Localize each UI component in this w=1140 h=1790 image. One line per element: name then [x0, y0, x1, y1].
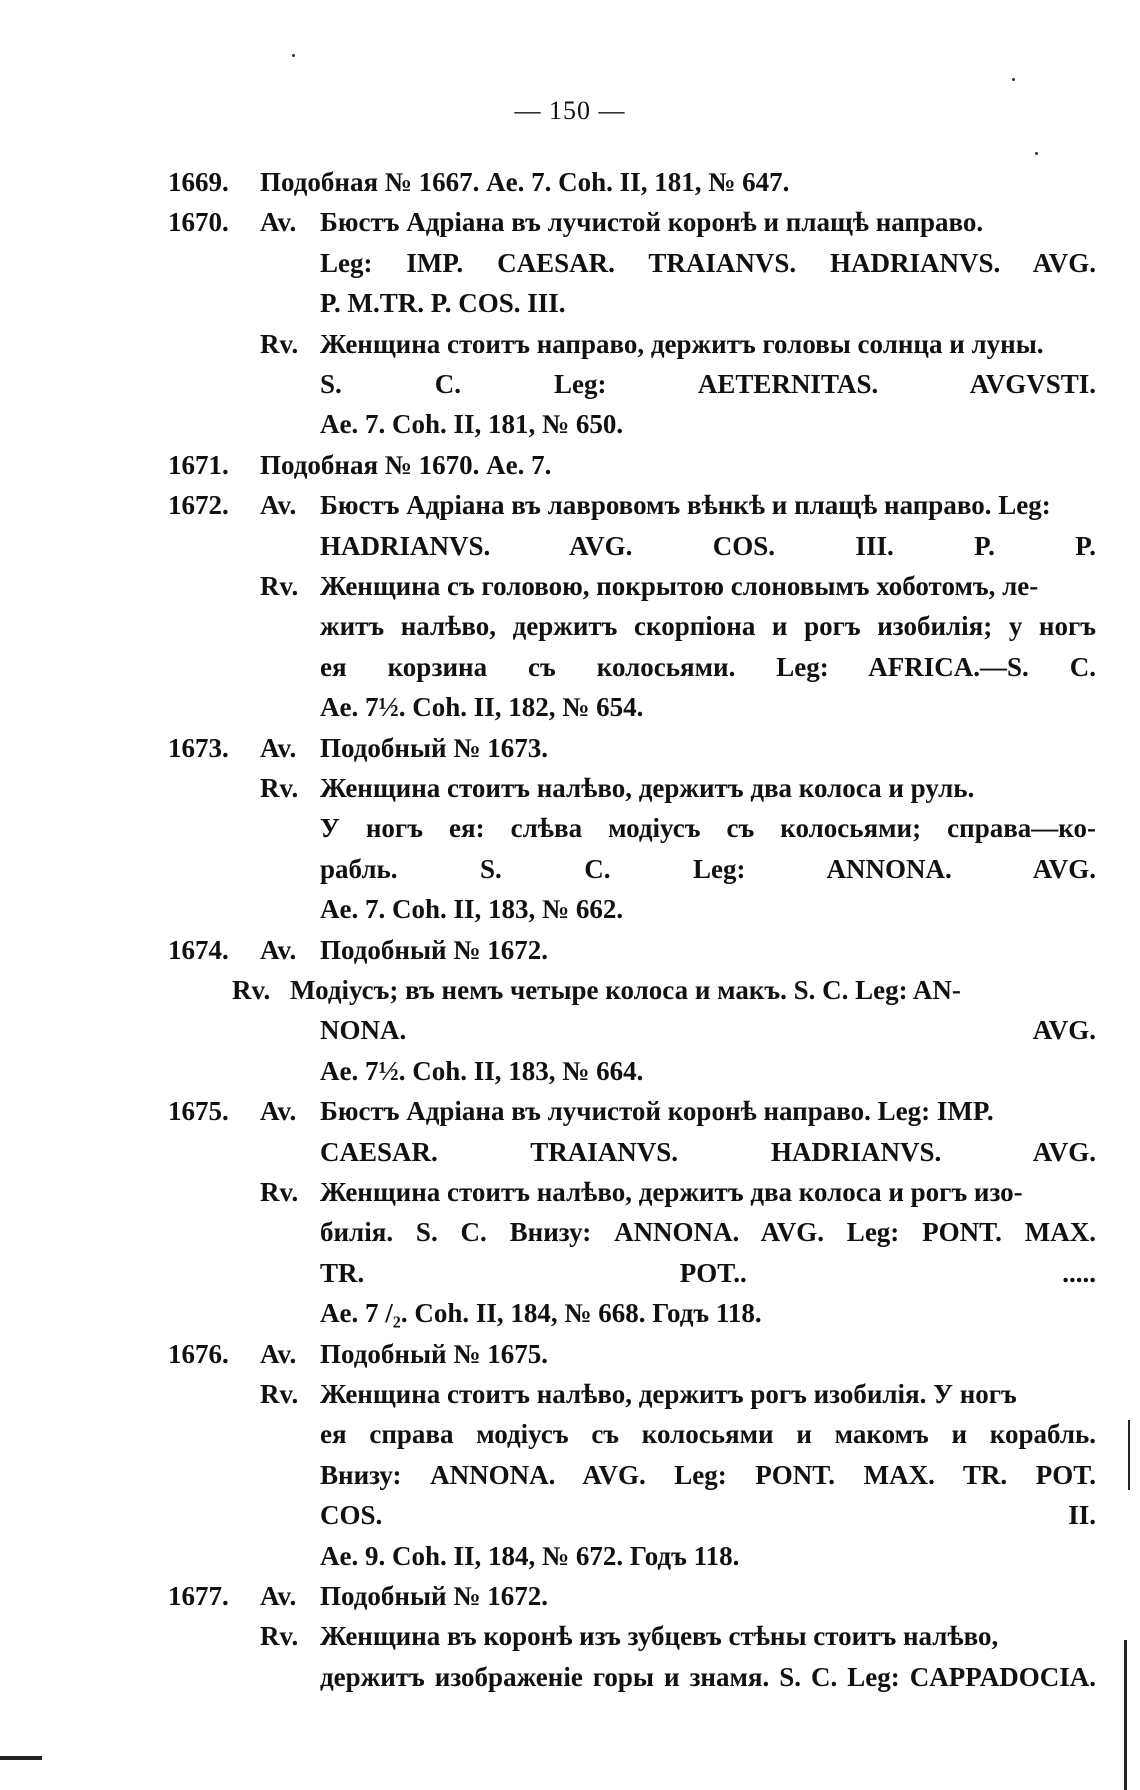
scan-edge-mark — [1128, 1420, 1130, 1490]
entry-text-line: Подобный № 1672. — [320, 935, 548, 965]
entry-number: 1674. — [168, 935, 229, 965]
obverse-label: Av. — [260, 1581, 297, 1611]
reverse-label: Rv. — [260, 1379, 299, 1409]
entry-number: 1669. — [168, 167, 229, 197]
entry-text-line: Бюстъ Адріана въ лучистой коронѣ и плащѣ направо. — [320, 207, 984, 237]
obverse-label: Av. — [260, 1339, 297, 1369]
entry-text-line: Подобный № 1675. — [320, 1339, 548, 1369]
entry-text-line: COS. II. — [320, 1500, 1096, 1530]
entry-number: 1670. — [168, 207, 229, 237]
reverse-label: Rv. — [260, 571, 299, 601]
scan-speck — [1012, 78, 1015, 81]
entry-text-line: Женщина съ головою, покрытою слоновымъ хоботомъ, ле- — [320, 571, 1039, 601]
entry-text-line: TR. POT.. ..... — [320, 1258, 1096, 1288]
entry-text-line: Модіусъ; въ немъ четыре колоса и макъ. S. C. Leg: AN- — [290, 975, 961, 1005]
reverse-label: Rv. — [260, 1177, 299, 1207]
entry-number: 1671. — [168, 450, 229, 480]
entry-text-line: Бюстъ Адріана въ лучистой коронѣ направо. Leg: IMP. — [320, 1096, 994, 1126]
entry-number: 1672. — [168, 490, 229, 520]
obverse-label: Av. — [260, 207, 297, 237]
entry-text-line: Женщина стоитъ налѣво, держитъ два колоса и руль. — [320, 773, 975, 803]
entry-text-line: Ae. 7½. Coh. II, 182, № 654. — [320, 692, 644, 722]
entry-text-line: P. M.TR. P. COS. III. — [320, 288, 566, 318]
entry-number: 1676. — [168, 1339, 229, 1369]
obverse-label: Av. — [260, 935, 297, 965]
entry-text-line: ея корзина съ колосьями. Leg: AFRICA.—S. C. — [320, 652, 1096, 682]
entry-number: 1677. — [168, 1581, 229, 1611]
entry-text-line: держитъ изображеніе горы и знамя. S. C. Leg: CAPPADOCIA. — [320, 1662, 1096, 1692]
reverse-label: Rv. — [260, 1621, 299, 1651]
entry-text-line: NONA. AVG. — [320, 1015, 1096, 1045]
page-number: — 150 — — [514, 96, 626, 125]
entry-text-line: Подобный № 1673. — [320, 733, 548, 763]
entry-text-line: S. C. Leg: AETERNITAS. AVGVSTI. — [320, 369, 1096, 399]
entry-text-line: Leg: IMP. CAESAR. TRAIANVS. HADRIANVS. AVG. — [320, 248, 1096, 278]
scan-edge-mark — [1124, 1640, 1127, 1790]
scan-speck — [1035, 152, 1038, 155]
obverse-label: Av. — [260, 1096, 297, 1126]
entry-text-line: рабль. S. C. Leg: ANNONA. AVG. — [320, 854, 1096, 884]
scan-edge-mark — [0, 1756, 42, 1760]
obverse-label: Av. — [260, 733, 297, 763]
reverse-label: Rv. — [232, 975, 271, 1005]
entry-text-line: Ae. 9. Coh. II, 184, № 672. Годъ 118. — [320, 1541, 740, 1571]
entry-text-line: Ae. 7. Coh. II, 181, № 650. — [320, 409, 624, 439]
entry-text-line: Женщина стоитъ налѣво, держитъ рогъ изобилія. У ногъ — [320, 1379, 1017, 1409]
entry-number: 1675. — [168, 1096, 229, 1126]
entry-text-line: Ae. 7 /₂. Coh. II, 184, № 668. Годъ 118. — [320, 1298, 762, 1328]
entry-text-line: Женщина въ коронѣ изъ зубцевъ стѣны стоитъ налѣво, — [320, 1621, 999, 1651]
entry-text-line: ея справа модіусъ съ колосьями и макомъ и корабль. — [320, 1419, 1096, 1449]
entry-text-line: Внизу: ANNONA. AVG. Leg: PONT. MAX. TR. POT. — [320, 1460, 1096, 1490]
entry-text-line: житъ налѣво, держитъ скорпіона и рогъ изобилія; у ногъ — [320, 611, 1096, 641]
entry-text-line: Подобный № 1672. — [320, 1581, 548, 1611]
entry-text-line: CAESAR. TRAIANVS. HADRIANVS. AVG. — [320, 1137, 1096, 1167]
entry-text-line: Бюстъ Адріана въ лавровомъ вѣнкѣ и плащѣ направо. Leg: — [320, 490, 1051, 520]
obverse-label: Av. — [260, 490, 297, 520]
reverse-label: Rv. — [260, 773, 299, 803]
entry-text-line: Ae. 7. Coh. II, 183, № 662. — [320, 894, 624, 924]
entry-text-line: Подобная № 1667. Ae. 7. Coh. II, 181, № 647. — [260, 167, 790, 197]
entry-text-line: HADRIANVS. AVG. COS. III. P. P. — [320, 531, 1096, 561]
entry-text-line: Женщина стоитъ направо, держитъ головы солнца и луны. — [320, 329, 1044, 359]
scan-speck — [292, 54, 295, 57]
entry-text-line: билія. S. C. Внизу: ANNONA. AVG. Leg: PONT. MAX. — [320, 1217, 1096, 1247]
entry-number: 1673. — [168, 733, 229, 763]
entry-text-line: Подобная № 1670. Ae. 7. — [260, 450, 552, 480]
entry-text-line: Ae. 7½. Coh. II, 183, № 664. — [320, 1056, 644, 1086]
entry-text-line: У ногъ ея: слѣва модіусъ съ колосьями; справа—ко- — [320, 813, 1096, 843]
reverse-label: Rv. — [260, 329, 299, 359]
entry-text-line: Женщина стоитъ налѣво, держитъ два колоса и рогъ изо- — [320, 1177, 1023, 1207]
